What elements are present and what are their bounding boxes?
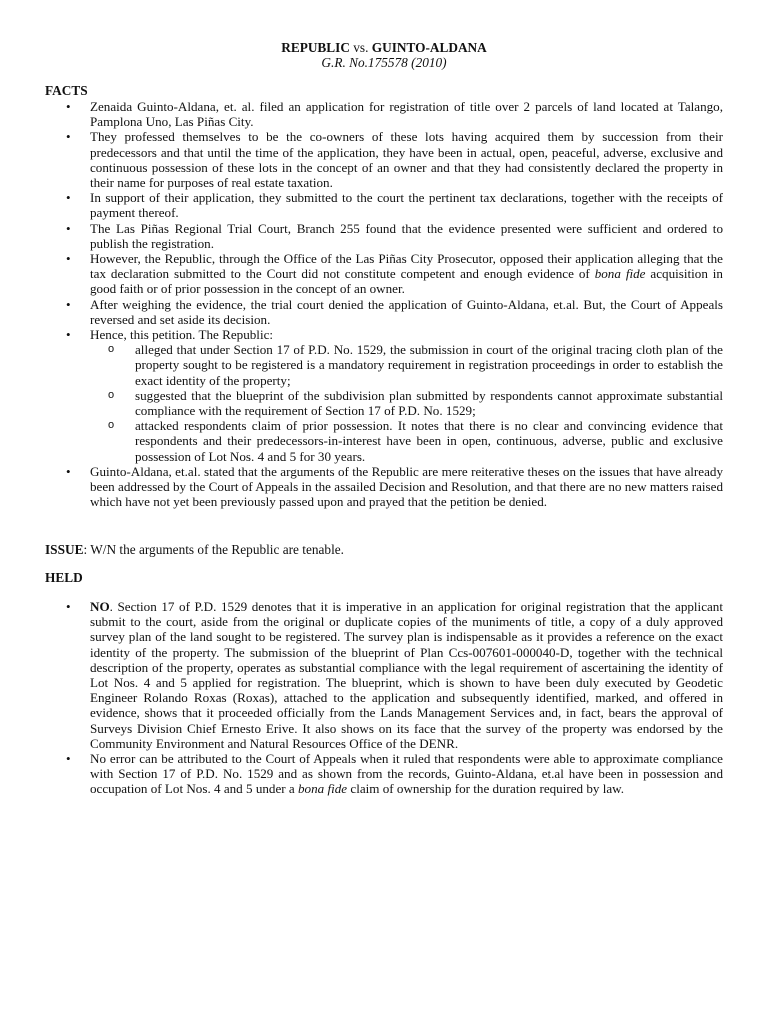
facts-item (66, 129, 723, 191)
bullet-icon: • (66, 296, 71, 312)
facts-item-text: Guinto-Aldana, et.al. stated that the arguments of the Republic are mere reiterative theses on the issues that have already been addressed by the Court of Appeals in the assailed Decision and Resolution, and that there are no new matters raised which have not yet been previously passed upon and prayed that the petition be denied. (90, 463, 723, 510)
case-party-left: REPUBLIC (281, 40, 350, 55)
bullet-icon: • (66, 220, 71, 236)
held-item (66, 751, 723, 797)
case-vs: vs. (353, 40, 369, 55)
facts-list (66, 99, 723, 510)
sub-item (108, 387, 723, 419)
held-item-text: . Section 17 of P.D. 1529 denotes that it is imperative in an application for original registration that the applicant submit to the court, aside from the original or duplicate copies of the muniments of title, a copy of a duly approved survey plan of the land sought to be registered. The survey plan is indispensable as it provides a reference on the exact identity of the property. The submission of the blueprint of Plan Ccs-007601-000040-D, together with the technical description of the property, operates as substantial compliance with the legal requirement of ascertaining the identity of Lot Nos. 4 and 5 applied for registration. The blueprint, which is shown to have been duly executed by Geodetic Engineer Rolando Roxas (Roxas), attached to the application and subsequently identified, marked, and offered in evidence, shows that it proceeded officially from the Lands Management Services and, in fact, bears the approval of Surveys Division Chief Ernesto Erive. It also shows on its face that the survey of the property was endorsed by the Community Environment and Natural Resources Office of the DENR. (90, 599, 723, 751)
bullet-icon: • (66, 190, 71, 206)
facts-item-text: Hence, this petition. The Republic: (90, 327, 274, 343)
facts-heading: FACTS (45, 83, 88, 98)
sub-bullet-icon: o (108, 419, 115, 432)
held-item-italic: bona fide (298, 781, 348, 797)
facts-item (66, 99, 723, 130)
held-item (66, 599, 723, 751)
held-answer: NO (90, 599, 110, 614)
sub-bullet-icon: o (108, 388, 115, 401)
facts-item-text: However, the Republic, through the Office of the Las Piñas City Prosecutor, opposed their application alleging that the tax declaration submitted to the Court did not constitute competent and enough evidence of (90, 251, 723, 282)
facts-item-text: acquisition in good faith or of prior possession in the concept of an owner. (90, 266, 723, 297)
sub-item (108, 342, 723, 388)
facts-item-text: After weighing the evidence, the trial court denied the application of Guinto-Aldana, et.al. But, the Court of Appeals reversed and set aside its decision. (90, 296, 723, 327)
sub-item-text: attacked respondents claim of prior possession. It notes that there is no clear and convincing evidence that respondents and their predecessors-in-interest have been in open, continuous, adverse, public and exclusive possession of Lot Nos. 4 and 5 for 30 years. (135, 418, 723, 464)
facts-item (66, 190, 723, 221)
sub-item-text: suggested that the blueprint of the subdivision plan submitted by respondents cannot approximate substantial compliance with the requirement of Section 17 of P.D. No. 1529; (135, 387, 723, 419)
bullet-icon: • (66, 751, 71, 767)
facts-item (66, 296, 723, 327)
bullet-icon: • (66, 463, 71, 479)
bullet-icon: • (66, 129, 71, 145)
held-list (66, 599, 723, 797)
facts-item-italic: bona fide (594, 266, 646, 282)
republic-arguments-list (90, 342, 723, 464)
case-title (0, 40, 768, 55)
case-title-block (0, 40, 768, 70)
issue-text: : W/N the arguments of the Republic are tenable. (83, 542, 344, 557)
facts-item (66, 220, 723, 251)
sub-item-text: alleged that under Section 17 of P.D. No. 1529, the submission in court of the original tracing cloth plan of the property sought to be registered is a mandatory requirement in registration proceedings in order to establish the exact identity of the property; (135, 342, 723, 388)
held-item-text: No error can be attributed to the Court of Appeals when it ruled that respondents were able to approximate compliance with Section 17 of P.D. No. 1529 and as shown from the records, Guinto-Aldana, et.al have been in possession and occupation of Lot Nos. 4 and 5 under a (90, 751, 723, 797)
bullet-icon: • (66, 99, 71, 114)
bullet-icon: • (66, 599, 71, 614)
facts-item-text: They professed themselves to be the co-owners of these lots having acquired them by succession from their predecessors and that until the time of the application, they have been in actual, open, peaceful, adverse, exclusive and continuous possession of these lots in the concept of an owner and that they had consistently declared the property in their name for purposes of real estate taxation. (90, 129, 723, 191)
facts-item (66, 251, 723, 297)
held-item-text: claim of ownership for the duration required by law. (347, 781, 625, 797)
bullet-icon: • (66, 251, 71, 267)
sub-bullet-icon: o (108, 343, 115, 356)
facts-item (66, 327, 723, 464)
facts-item-text: Zenaida Guinto-Aldana, et. al. filed an application for registration of title over 2 parcels of land located at Talango, Pamplona Uno, Las Piñas City. (90, 99, 723, 130)
case-citation: G.R. No.175578 (2010) (321, 55, 447, 70)
bullet-icon: • (66, 327, 71, 343)
issue-line (45, 542, 344, 557)
facts-item-text: In support of their application, they submitted to the court the pertinent tax declarations, together with the receipts of payment thereof. (90, 190, 723, 221)
facts-item (66, 463, 723, 510)
issue-label: ISSUE (45, 542, 84, 557)
case-party-right: GUINTO-ALDANA (371, 40, 487, 55)
sub-item (108, 418, 723, 464)
held-heading: HELD (45, 570, 83, 585)
facts-item-text: The Las Piñas Regional Trial Court, Branch 255 found that the evidence presented were sufficient and ordered to publish the registration. (90, 220, 723, 251)
